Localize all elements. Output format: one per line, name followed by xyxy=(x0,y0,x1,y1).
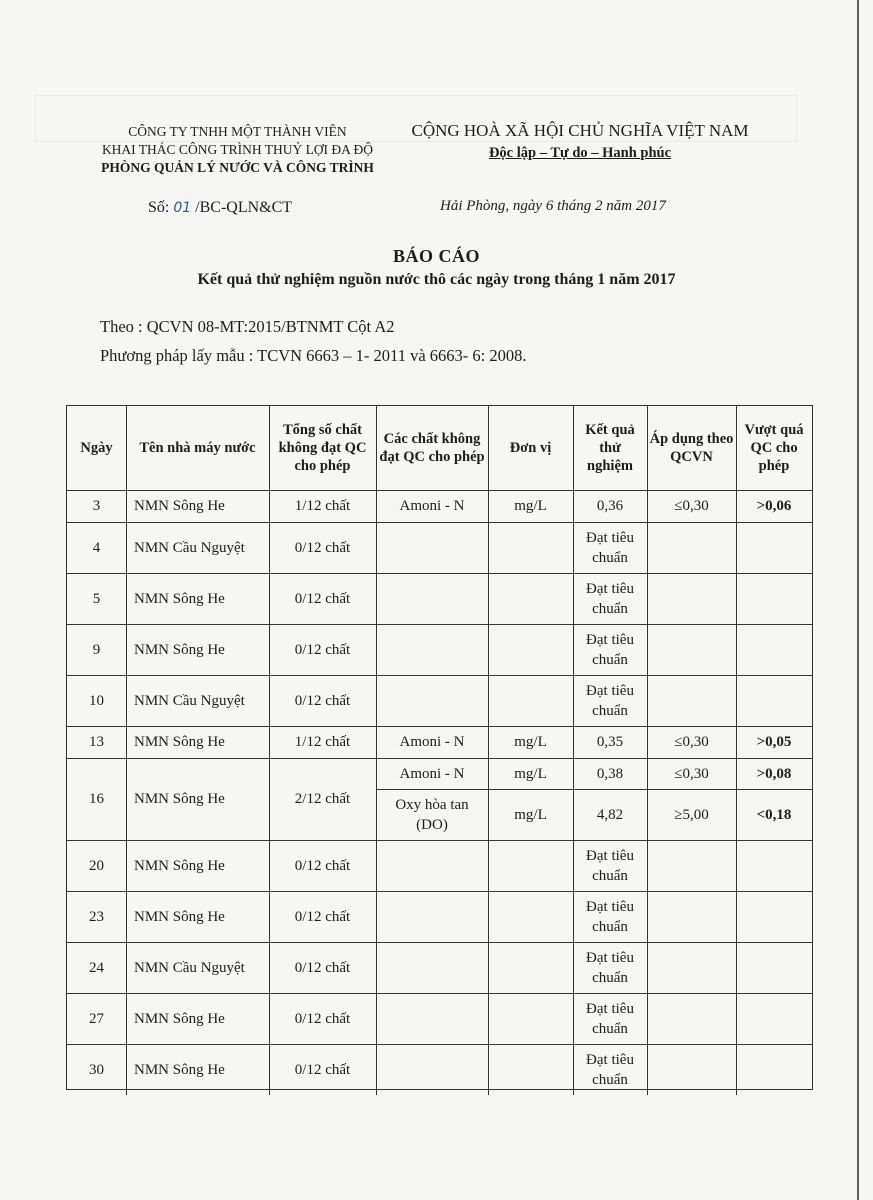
cell-substance: Amoni - N xyxy=(399,734,465,750)
cell-plant: NMN Cầu Nguyệt xyxy=(134,692,245,709)
cell-result: 0,36 xyxy=(596,498,624,514)
cell-day: 3 xyxy=(92,498,101,514)
cell-total: 0/12 chất xyxy=(294,1061,351,1078)
standard-reference: Theo : QCVN 08-MT:2015/BTNMT Cột A2 xyxy=(100,317,395,336)
report-subtitle: Kết quả thử nghiệm nguồn nước thô các ngày trong tháng 1 năm 2017 xyxy=(197,271,676,288)
cell-exceed: >0,08 xyxy=(756,765,792,782)
cell-day: 30 xyxy=(89,1061,104,1078)
cell-qcvn: ≤0,30 xyxy=(674,734,709,750)
doc-no-prefix: Số: xyxy=(148,199,170,216)
cell-result: 0,35 xyxy=(596,734,624,750)
header-total: Tổng số chất không đạt QC cho phép xyxy=(278,422,367,474)
cell-result: Đạt tiêu chuẩn xyxy=(586,1000,634,1037)
cell-total: 0/12 chất xyxy=(294,539,351,556)
cell-exceed: >0,06 xyxy=(756,498,792,514)
org-line-1: CÔNG TY TNHH MỘT THÀNH VIÊN xyxy=(128,124,347,139)
cell-total: 0/12 chất xyxy=(294,857,351,874)
cell-plant: NMN Sông He xyxy=(134,791,225,807)
cell-plant: NMN Cầu Nguyệt xyxy=(134,959,245,976)
cell-day: 5 xyxy=(92,590,101,607)
header-result: Kết quả thử nghiệm xyxy=(585,422,635,474)
header-day: Ngày xyxy=(80,440,113,456)
cell-plant: NMN Sông He xyxy=(134,498,225,514)
cell-result: Đạt tiêu chuẩn xyxy=(586,682,634,719)
cell-day: 10 xyxy=(89,692,104,709)
cell-total: 0/12 chất xyxy=(294,641,351,658)
cell-day: 4 xyxy=(92,539,101,556)
cell-substance: Amoni - N xyxy=(399,765,465,782)
page-edge-shadow xyxy=(857,0,859,1200)
cell-unit: mg/L xyxy=(514,498,547,514)
cell-substance: Oxy hòa tan (DO) xyxy=(395,796,469,833)
cell-unit: mg/L xyxy=(514,806,547,823)
cell-qcvn: ≤0,30 xyxy=(674,498,709,514)
header-qcvn: Áp dụng theo QCVN xyxy=(649,431,734,465)
report-title: BÁO CÁO xyxy=(392,246,480,266)
cell-plant: NMN Sông He xyxy=(134,641,225,658)
cell-result: 4,82 xyxy=(596,806,624,823)
motto: Độc lập – Tự do – Hanh phúc xyxy=(488,145,672,161)
cell-exceed: <0,18 xyxy=(756,806,792,823)
cell-day: 27 xyxy=(89,1010,104,1027)
cell-qcvn: ≤0,30 xyxy=(674,765,709,782)
cell-result: Đạt tiêu chuẩn xyxy=(586,631,634,668)
results-table xyxy=(66,405,813,1090)
table-row-rule xyxy=(376,789,812,790)
cell-result: Đạt tiêu chuẩn xyxy=(586,949,634,986)
cell-substance: Amoni - N xyxy=(399,498,465,514)
cell-plant: NMN Sông He xyxy=(134,857,225,874)
cell-result: 0,38 xyxy=(596,765,624,782)
national-header xyxy=(400,121,760,162)
cell-total: 0/12 chất xyxy=(294,959,351,976)
cell-total: 1/12 chất xyxy=(294,498,351,514)
cell-day: 23 xyxy=(89,908,104,925)
document-number xyxy=(148,199,292,217)
cell-day: 13 xyxy=(89,734,104,750)
cell-plant: NMN Cầu Nguyệt xyxy=(134,539,245,556)
cell-total: 2/12 chất xyxy=(294,791,351,807)
cell-total: 0/12 chất xyxy=(294,590,351,607)
cell-plant: NMN Sông He xyxy=(134,908,225,925)
doc-no-handwritten: 01 xyxy=(173,200,192,216)
cell-total: 0/12 chất xyxy=(294,908,351,925)
header-exceed: Vượt quá QC cho phép xyxy=(744,422,804,474)
header-unit: Đơn vị xyxy=(509,440,552,456)
cell-result: Đạt tiêu chuẩn xyxy=(586,580,634,617)
cell-day: 20 xyxy=(89,857,104,874)
org-line-3: PHÒNG QUẢN LÝ NƯỚC VÀ CÔNG TRÌNH xyxy=(101,160,374,175)
cell-unit: mg/L xyxy=(514,765,547,782)
doc-no-suffix: /BC-QLN&CT xyxy=(195,199,293,216)
sampling-method: Phương pháp lấy mẫu : TCVN 6663 – 1- 2011 và 6663- 6: 2008. xyxy=(100,346,527,365)
cell-plant: NMN Sông He xyxy=(134,1010,225,1027)
cell-exceed: >0,05 xyxy=(756,734,792,750)
place-date: Hải Phòng, ngày 6 tháng 2 năm 2017 xyxy=(440,198,666,214)
cell-total: 0/12 chất xyxy=(294,1010,351,1027)
cell-day: 16 xyxy=(89,791,104,807)
cell-plant: NMN Sông He xyxy=(134,590,225,607)
org-line-2: KHAI THÁC CÔNG TRÌNH THUỶ LỢI ĐA ĐỘ xyxy=(101,142,374,157)
cell-result: Đạt tiêu chuẩn xyxy=(586,847,634,884)
cell-result: Đạt tiêu chuẩn xyxy=(586,1051,634,1088)
header-plant: Tên nhà máy nước xyxy=(139,440,256,456)
cell-plant: NMN Sông He xyxy=(134,734,225,750)
cell-result: Đạt tiêu chuẩn xyxy=(586,529,634,566)
cell-day: 24 xyxy=(89,959,104,976)
cell-result: Đạt tiêu chuẩn xyxy=(586,898,634,935)
cell-total: 0/12 chất xyxy=(294,692,351,709)
organization-block xyxy=(80,123,395,177)
header-substance: Các chất không đạt QC cho phép xyxy=(379,431,485,465)
cell-plant: NMN Sông He xyxy=(134,1061,225,1078)
cell-qcvn: ≥5,00 xyxy=(674,806,709,823)
cell-total: 1/12 chất xyxy=(294,734,351,750)
nation-name: CỘNG HOÀ XÃ HỘI CHỦ NGHĨA VIỆT NAM xyxy=(411,121,749,140)
cell-unit: mg/L xyxy=(514,734,547,750)
cell-day: 9 xyxy=(92,641,101,658)
